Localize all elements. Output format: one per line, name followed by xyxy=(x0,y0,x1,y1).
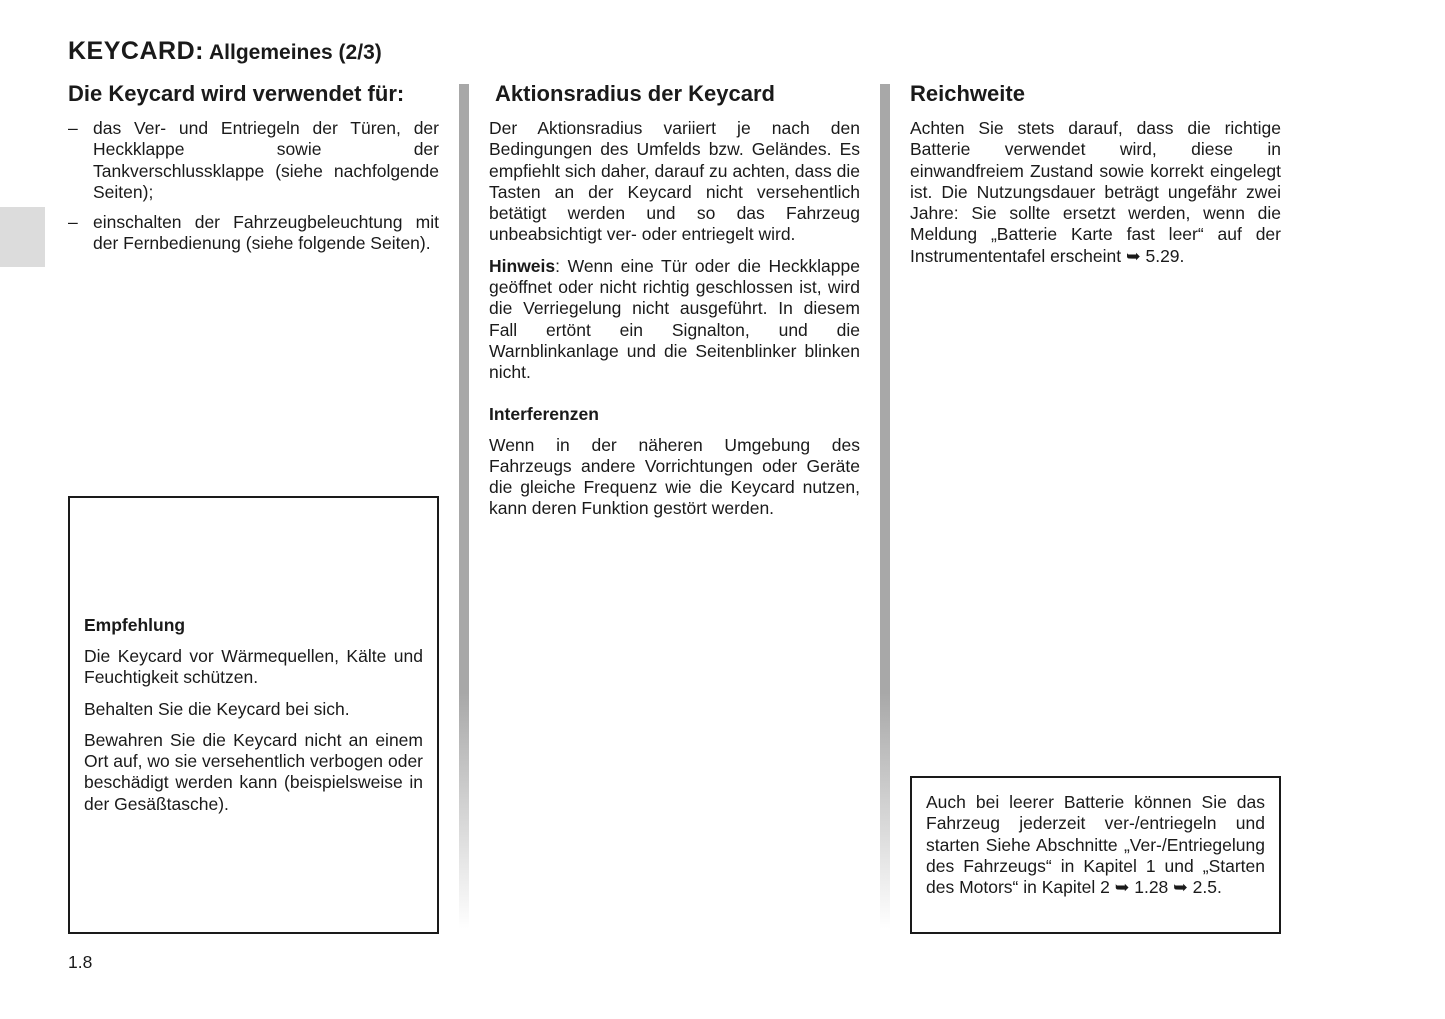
range-paragraph: Achten Sie stets darauf, dass die richtige Batterie verwendet wird, diese in einwandfreiem Zustand sowie korrekt eingelegt ist. Die Nutzungsdauer beträgt ungefähr zwei Jahre: Sie sollte ersetzt werden, wenn die Meldung „Batterie Karte fast leer“ auf der Instrumententafel erscheint ➥ 5.29. xyxy=(910,118,1281,266)
note-text: : Wenn eine Tür oder die Heckklappe geöffnet oder nicht richtig geschlossen ist, wird die Verriegelung nicht ausgeführt. In diesem Fall ertönt ein Signalton, und die Warnblinkanlage und die Seitenblinker blinken nicht. xyxy=(489,255,860,383)
note-paragraph xyxy=(489,256,860,384)
column-divider xyxy=(459,84,469,929)
chapter-tab xyxy=(0,207,45,267)
recommendation-heading: Empfehlung xyxy=(84,615,186,635)
column-range xyxy=(910,80,1281,277)
battery-note-text: Auch bei leerer Batterie können Sie das Fahrzeug jederzeit ver-/entriegeln und starten Siehe Abschnitte „Ver-/Entriegelung des Fahrzeugs“ in Kapitel 1 und „Starten des Motors“ in Kapitel 2 ➥ 1.28 ➥ 2.5. xyxy=(926,792,1265,898)
interference-paragraph: Wenn in der näheren Umgebung des Fahrzeugs andere Vorrichtungen oder Geräte die gleiche Frequenz wie die Keycard nutzen, kann deren Funktion gestört werden. xyxy=(489,434,860,519)
usage-heading: Die Keycard wird verwendet für: xyxy=(68,81,405,106)
recommendation-paragraph: Bewahren Sie die Keycard nicht an einem Ort auf, wo sie versehentlich verbogen oder beschädigt werden kann (beispielsweise in der Gesäßtasche). xyxy=(84,729,423,814)
action-radius-heading: Aktionsradius der Keycard xyxy=(495,81,775,106)
recommendation-paragraph: Behalten Sie die Keycard bei sich. xyxy=(84,698,350,719)
note-label: Hinweis xyxy=(489,255,556,276)
interference-heading: Interferenzen xyxy=(489,403,599,424)
page-title-sub: Allgemeines (2/3) xyxy=(203,41,382,64)
battery-note-box xyxy=(910,776,1281,934)
usage-list xyxy=(68,118,439,255)
page-title-main: KEYCARD: xyxy=(68,37,204,65)
column-usage xyxy=(68,80,439,264)
page-number: 1.8 xyxy=(68,952,93,972)
column-divider xyxy=(880,84,890,929)
action-radius-paragraph: Der Aktionsradius variiert je nach den Bedingungen des Umfelds bzw. Geländes. Es empfiehlt sich daher, darauf zu achten, dass die Tasten an der Keycard nicht versehentlich betätigt werden und so das Fahrzeug unbeabsichtigt ver- oder entriegelt wird. xyxy=(489,118,860,245)
list-item: – einschalten der Fahrzeugbeleuchtung mit der Fernbedienung (siehe folgende Seiten). xyxy=(68,212,439,255)
page-title xyxy=(68,30,382,67)
column-action-radius xyxy=(489,80,860,530)
recommendation-paragraph: Die Keycard vor Wärmequellen, Kälte und Feuchtigkeit schützen. xyxy=(84,646,423,688)
recommendation-box xyxy=(68,496,439,934)
list-item: – das Ver- und Entriegeln der Türen, der Heckklappe sowie der Tankverschlussklappe (siehe nachfolgende Seiten); xyxy=(68,118,439,203)
range-heading: Reichweite xyxy=(910,81,1025,106)
